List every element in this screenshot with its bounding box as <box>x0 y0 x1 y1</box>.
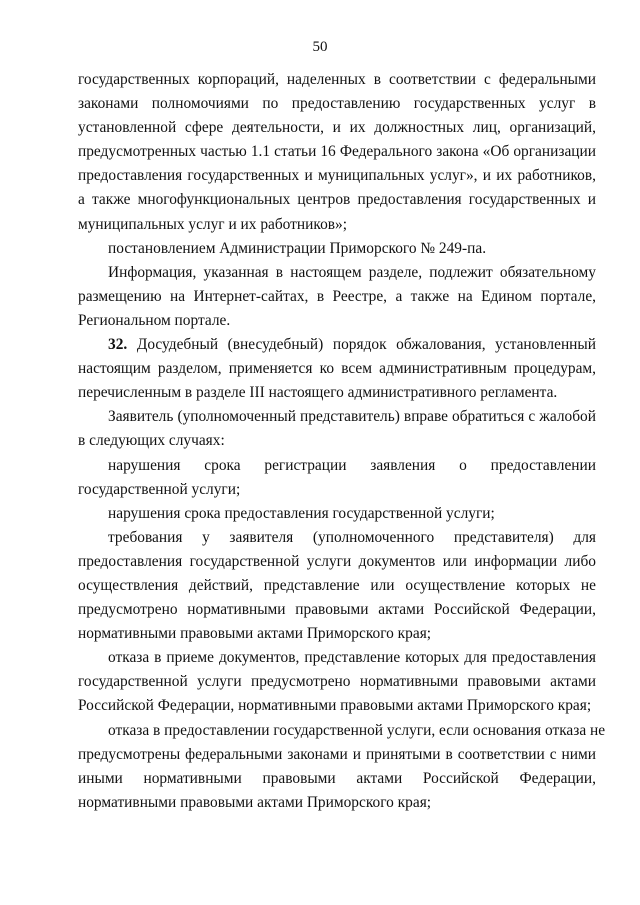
paragraph <box>78 405 596 453</box>
text-line: Региональном портале. <box>78 311 231 329</box>
paragraph <box>78 68 596 237</box>
text-line: предоставления государственной услуги документов или информации либо <box>78 552 596 570</box>
text-line: нормативными правовыми актами Приморского края; <box>78 625 432 643</box>
text-line: иными нормативными правовыми актами Российской Федерации, <box>78 769 596 787</box>
paragraph <box>78 502 596 526</box>
line-text: Досудебный (внесудебный) порядок обжалования, установленный <box>127 336 596 354</box>
text-line: нарушения срока предоставления государственной услуги; <box>108 504 495 522</box>
text-line: а также многофункциональных центров предоставления государственных и <box>78 191 596 209</box>
text-line: предусмотрены федеральными законами и принятыми в соответствии с ними <box>78 745 596 763</box>
text-line: Заявитель (уполномоченный представитель) вправе обратиться с жалобой <box>108 408 596 426</box>
document-body <box>78 68 606 815</box>
text-line: отказа в приеме документов, представление которых для предоставления <box>108 649 596 667</box>
paragraph <box>78 237 596 261</box>
text-line: предусмотрено нормативными правовыми актами Российской Федерации, <box>78 601 596 619</box>
text-line: размещению на Интернет-сайтах, в Реестре, а также на Едином портале, <box>78 287 596 305</box>
text-line: требования у заявителя (уполномоченного представителя) для <box>108 528 596 546</box>
paragraph <box>78 526 596 646</box>
text-line: установленной сфере деятельности, и их должностных лиц, организаций, <box>78 119 596 137</box>
text-line: предусмотренных частью 1.1 статьи 16 Федерального закона «Об организации <box>78 143 596 161</box>
text-line: муниципальных услуг и их работников»; <box>78 215 348 233</box>
paragraph <box>78 261 596 333</box>
text-line: постановлением Администрации Приморского № 249-па. <box>108 239 487 257</box>
paragraph <box>78 454 596 502</box>
text-line: перечисленным в разделе III настоящего административного регламента. <box>78 384 558 402</box>
paragraph <box>78 719 606 815</box>
section-number: 32. <box>108 336 128 354</box>
text-line: настоящим разделом, применяется ко всем административным процедурам, <box>78 360 596 378</box>
paragraph <box>78 333 596 405</box>
text-line: государственных корпораций, наделенных в соответствии с федеральными <box>78 71 596 88</box>
text-line: законами полномочиями по предоставлению государственных услуг в <box>78 95 596 113</box>
page-number: 50 <box>312 39 328 55</box>
text-line: Российской Федерации, нормативными правовыми актами Приморского края; <box>78 697 592 715</box>
text-line: предоставления государственных и муниципальных услуг», и их работников, <box>78 167 596 185</box>
text-line: нормативными правовыми актами Приморского края; <box>78 793 432 811</box>
paragraph <box>78 646 596 718</box>
text-line: отказа в предоставлении государственной услуги, если основания отказа не <box>108 721 606 739</box>
text-line: осуществления действий, представление или осуществление которых не <box>78 576 596 594</box>
text-line: государственной услуги; <box>78 480 241 498</box>
text-line <box>78 333 596 357</box>
text-line: в следующих случаях: <box>78 432 225 450</box>
text-line: нарушения срока регистрации заявления о предоставлении <box>108 456 596 474</box>
text-line: государственной услуги предусмотрено нормативными правовыми актами <box>78 673 596 691</box>
text-line: Информация, указанная в настоящем разделе, подлежит обязательному <box>108 263 596 281</box>
